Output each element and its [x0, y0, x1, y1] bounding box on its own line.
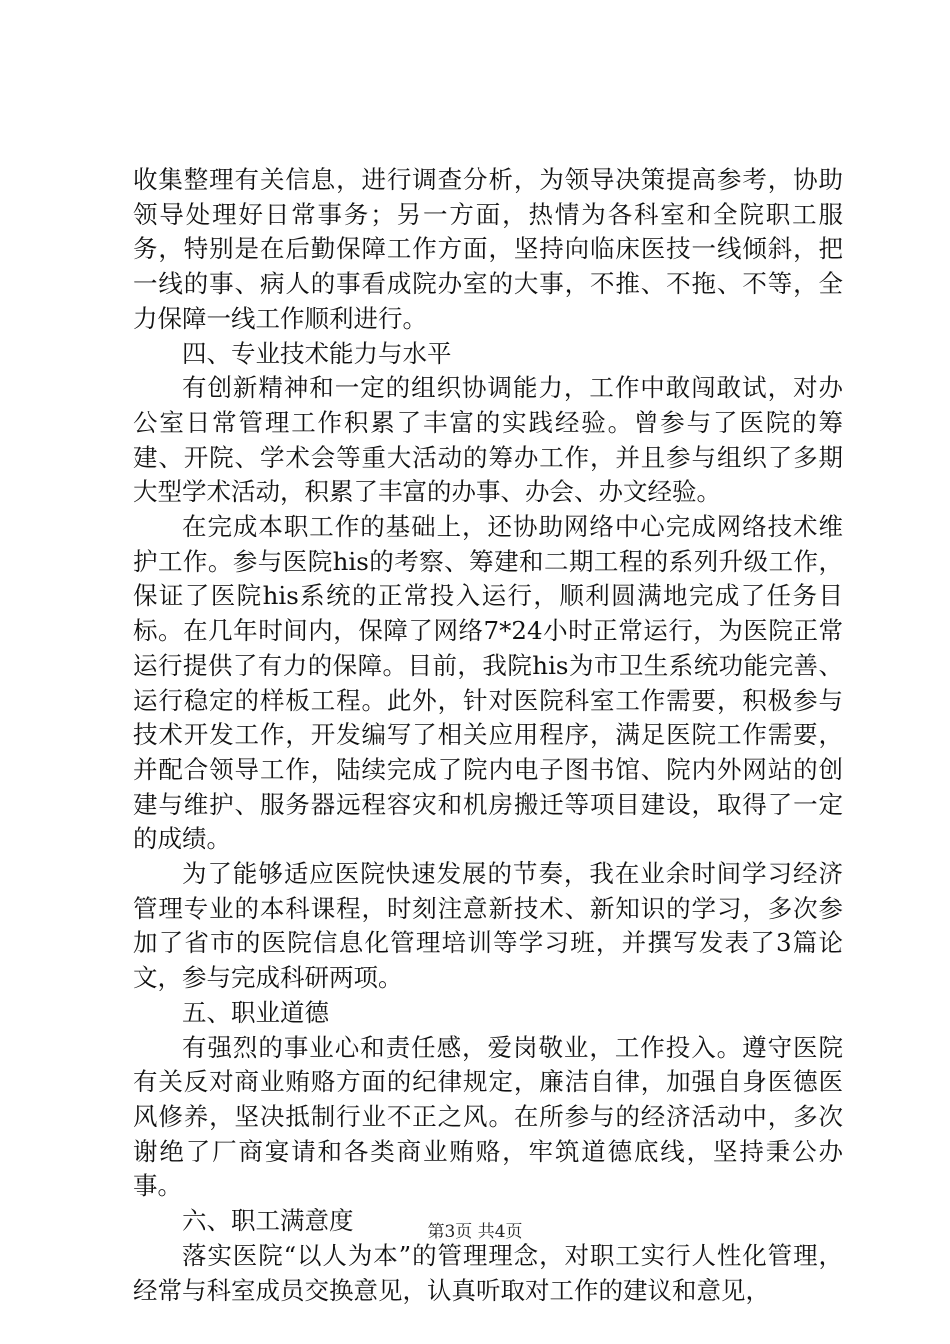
section-heading-professional-ethics: 五、职业道德 [182, 997, 329, 1027]
paragraph-continuation: 收集整理有关信息，进行调查分析，为领导决策提高参考，协助领导处理好日常事务；另一方面，热情为各科室和全院职工服务，特别是在后勤保障工作方面，坚持向临床医技一线倾斜，把一线的事、病人的事看成院办室的大事，不推、不拖、不等，全力保障一线工作顺利进行。 [133, 165, 843, 333]
section-heading-staff-satisfaction: 六、职工满意度 [182, 1206, 354, 1236]
section-heading-professional-ability: 四、专业技术能力与水平 [182, 338, 452, 368]
paragraph-ethics: 有强烈的事业心和责任感，爱岗敬业，工作投入。遵守医院有关反对商业贿赂方面的纪律规定，廉洁自律，加强自身医德医风修养，坚决抵制行业不正之风。在所参与的经济活动中，多次谢绝了厂商宴请和各类商业贿赂，牢筑道德底线，坚持秉公办事。 [133, 1032, 843, 1201]
paragraph-network-maintenance: 在完成本职工作的基础上，还协助网络中心完成网络技术维护工作。参与医院his的考察、筹建和二期工程的系列升级工作，保证了医院his系统的正常投入运行，顺利圆满地完成了任务目标。在几年时间内，保障了网络7*24小时正常运行，为医院正常运行提供了有力的保障。目前，我院his为市卫生系统功能完善、运行稳定的样板工程。此外，针对医院科室工作需要，积极参与技术开发工作，开发编写了相关应用程序，满足医院工作需要，并配合领导工作，陆续完成了院内电子图书馆、院内外网站的创建与维护、服务器远程容灾和机房搬迁等项目建设，取得了一定的成绩。 [133, 512, 843, 854]
page-number-footer: 第3页 共4页 [427, 1222, 523, 1242]
document-body [133, 163, 843, 1308]
paragraph-innovation: 有创新精神和一定的组织协调能力，工作中敢闯敢试，对办公室日常管理工作积累了丰富的实践经验。曾参与了医院的筹建、开院、学术会等重大活动的筹办工作，并且参与组织了多期大型学术活动，积累了丰富的办事、办会、办文经验。 [133, 373, 843, 507]
paragraph-study: 为了能够适应医院快速发展的节奏，我在业余时间学习经济管理专业的本科课程，时刻注意新技术、新知识的学习，多次参加了省市的医院信息化管理培训等学习班，并撰写发表了3篇论文，参与完成科研两项。 [133, 859, 843, 993]
paragraph-people-oriented: 落实医院“以人为本”的管理理念，对职工实行人性化管理，经常与科室成员交换意见，认真听取对工作的建议和意见， [133, 1240, 843, 1305]
